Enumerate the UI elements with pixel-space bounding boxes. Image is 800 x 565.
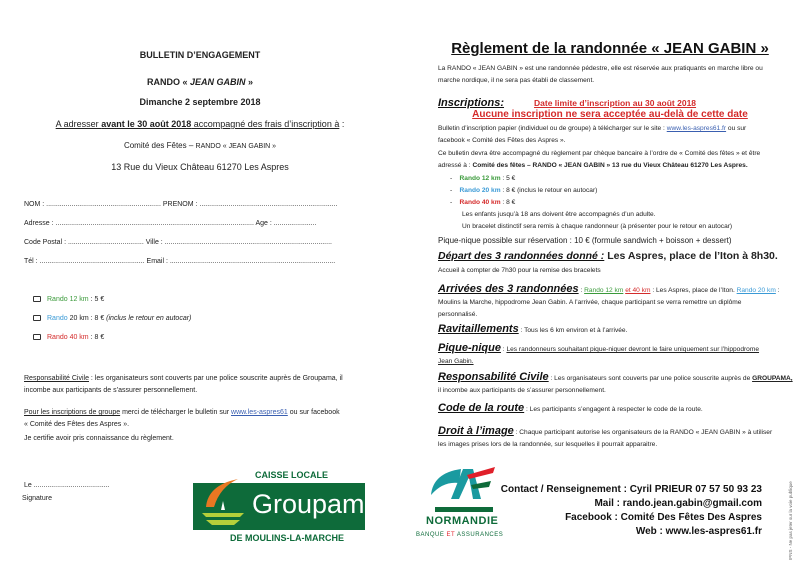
checkbox[interactable] <box>33 315 41 321</box>
form-title: BULLETIN D’ENGAGEMENT <box>139 50 261 60</box>
ipns-notice: IPNS - Ne pas jeter sur la voie publique <box>788 481 793 560</box>
price-item: - Rando 40 km : 8 € <box>450 199 516 206</box>
checkbox[interactable] <box>33 296 41 302</box>
contact-email: Mail : rando.jean.gabin@gmail.com <box>594 498 762 509</box>
arrivals: Arrivées des 3 randonnées : Rando 12 km et 40 km : Les Aspres, place de l’Iton. Rando 20 km : Moulins la Marche, hippodrome Jean Gabin. A l’arrivée, chaque participant se verra remettre un diplôme personnalisé. <box>438 283 780 318</box>
rando-name: RANDO « JEAN GABIN » <box>146 77 254 87</box>
signature-label: Signature <box>22 495 52 502</box>
contact-line: Contact / Renseignement : Cyril PRIEUR 07 57 50 93 23 <box>500 484 762 495</box>
certification: Je certifie avoir pris connaissance du règlement. <box>24 435 174 442</box>
option-20km[interactable]: Rando 20 km : 8 € (inclus le retour en autocar) <box>33 315 191 322</box>
groupama-emblem-icon <box>198 477 248 529</box>
price-item: - Rando 12 km : 5 € <box>450 175 516 182</box>
road-code: Code de la route : Les participants s’engagent à respecter le code de la route. <box>438 402 703 414</box>
group-registration: Pour les inscriptions de groupe merci de télécharger le bulletin sur www.les-aspres61 ou sur facebook « Comité des Fêtes des Aspres ». <box>24 409 340 428</box>
rules-title: Règlement de la randonnée « JEAN GABIN » <box>451 40 769 57</box>
postal-city-field[interactable]: Code Postal : ....................................... Ville : ...................................................................................... <box>24 239 332 246</box>
cheque-info: Ce bulletin devra être accompagné du règlement par chèque bancaire à l’ordre de « Comité des fêtes » et être adressé à : Comité des fêtes – RANDO « JEAN GABIN » 13 rue du Vieux Château 61270 Les Aspres. <box>438 150 761 169</box>
contact-block <box>501 483 762 539</box>
option-12km[interactable]: Rando 12 km : 5 € <box>33 296 104 303</box>
date-field[interactable]: Le ....................................... <box>24 482 110 489</box>
organizer: Comité des Fêtes – RANDO « JEAN GABIN » <box>123 141 277 150</box>
phone-email-field[interactable]: Tél : ...................................................... Email : ..................................................................................... <box>24 258 336 265</box>
event-date: Dimanche 2 septembre 2018 <box>139 97 261 107</box>
civil-liability: Responsabilité Civile : les organisateurs sont couverts par une police souscrite auprès de Groupama, il incombe aux participants de s’assurer personnellement. <box>24 375 343 394</box>
picnic-reservation: Pique-nique possible sur réservation : 10 € (formule sandwich + boisson + dessert) <box>438 236 732 245</box>
bulletin-info: Bulletin d’inscription papier (individuel ou de groupe) à télécharger sur le site : www.les-aspres61.fr ou sur facebook « Comité des Fêtes des Aspres ». <box>438 125 747 144</box>
contact-facebook: Facebook : Comité Des Fêtes Des Aspres <box>565 512 762 523</box>
civil-liability-rules: Responsabilité Civile : Les organisateurs sont couverts par une police souscrite auprès de GROUPAMA, il incombe aux participants de s’assurer personnellement. <box>438 371 793 394</box>
credit-agricole-emblem-icon <box>423 465 503 515</box>
checkbox[interactable] <box>33 334 41 340</box>
rules-intro: La RANDO « JEAN GABIN » est une randonnée pédestre, elle est réservée aux pratiquants en marche libre ou marche nordique, il ne sera pas établi de classement. <box>438 65 763 84</box>
inscriptions: Inscriptions: Date limite d’inscription au 30 août 2018 <box>438 97 697 109</box>
send-instruction: A adresser avant le 30 août 2018 accompagné des frais d’inscription à : <box>55 119 345 129</box>
picnic: Pique-nique : Les randonneurs souhaitant pique-niquer devront le faire uniquement sur l’hippodrome Jean Gabin. <box>438 342 760 365</box>
deadline-warning: Aucune inscription ne sera acceptée au-delà de cette date <box>472 109 748 120</box>
option-40km[interactable]: Rando 40 km : 8 € <box>33 334 104 341</box>
price-item: - Rando 20 km : 8 € (inclus le retour en autocar) <box>450 187 598 194</box>
welcome-info: Accueil à compter de 7h30 pour la remise des bracelets <box>438 267 601 274</box>
website-link[interactable]: www.les-aspres61 <box>231 409 288 416</box>
departure: Départ des 3 randonnées donné : Les Aspres, place de l’Iton à 8h30. <box>438 250 778 262</box>
price-list: - Rando 12 km : 5 € - Rando 20 km : 8 € (inclus le retour en autocar) - Rando 40 km : 8 € Les enfants jusqu’à 18 ans doivent être accompagnés d’un adulte. Un bracelet distinctif sera remis à chaque randonneur (à présenter pour le retour en autocar) <box>450 175 733 230</box>
website-link[interactable]: www.les-aspres61.fr <box>666 125 727 132</box>
supplies: Ravitaillements : Tous les 6 km environ et à l’arrivée. <box>438 323 628 335</box>
organizer-address: 13 Rue du Vieux Château 61270 Les Aspres <box>111 162 289 172</box>
name-field[interactable]: NOM : ........................................................... PRENOM : ....................................................................... <box>24 201 338 208</box>
contact-web: Web : www.les-aspres61.fr <box>635 526 762 537</box>
image-rights: Droit à l’image : Chaque participant autorise les organisateurs de la RANDO « JEAN GABIN » à utiliser les images prises lors de la randonnée, sur lesquelles il pourrait apparaitre. <box>438 425 773 448</box>
address-field[interactable]: Adresse : ...................................................................................................... Age : ...................... <box>24 220 317 227</box>
